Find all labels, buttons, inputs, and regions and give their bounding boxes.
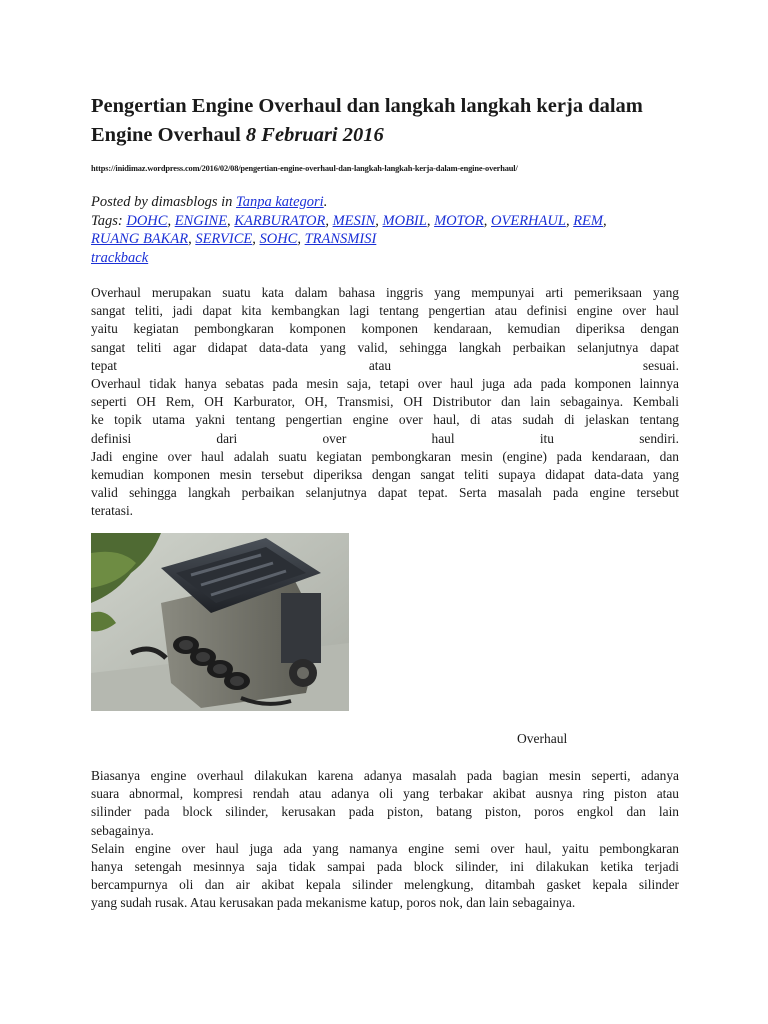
tag-link-sohc[interactable]: SOHC: [259, 231, 298, 247]
tag-link-mesin[interactable]: MESIN: [332, 212, 376, 229]
text-line: ke topik utama yakni tentang pengertian engine over haul, di atas sudah di jelaskan tentang: [91, 412, 679, 428]
tags-line: Tags: DOHC, ENGINE, KARBURATOR, MESIN, MOBIL, MOTOR, OVERHAUL, REM,: [91, 212, 607, 229]
tags-line-2: RUANG BAKAR, SERVICE, SOHC, TRANSMISI: [91, 231, 377, 247]
text-line: yaitu kegiatan pembongkaran komponen komponen kendaraan, kemudian diperiksa dengan: [91, 321, 679, 337]
text-line: bercampurnya oli dan air akibat kepala silinder melengkung, ditambah gasket kepala silinder: [91, 877, 679, 893]
image-caption: Overhaul: [517, 731, 568, 746]
body-paragraph-2: [91, 767, 679, 913]
text-line: Biasanya engine overhaul dilakukan karena adanya masalah pada bagian mesin seperti, adanya: [91, 768, 679, 783]
tag-link-engine[interactable]: ENGINE: [174, 212, 228, 229]
text-line: Overhaul merupakan suatu kata dalam bahasa inggris yang mempunyai arti pemeriksaan yang: [91, 285, 679, 300]
text-line: valid sehingga langkah perbaikan selanjutnya dapat tepat. Serta masalah pada engine tersebut: [91, 485, 679, 501]
article-title: [91, 92, 679, 150]
tag-link-motor[interactable]: MOTOR: [434, 212, 484, 229]
trackback-line: [91, 249, 679, 268]
tag-link-mobil[interactable]: MOBIL: [382, 212, 427, 229]
text-line: hanya setengah mesinnya saja tidak sampai pada block silinder, ini dilakukan ketika terjadi: [91, 859, 679, 875]
text-line: Selain engine over haul juga ada yang namanya engine semi over haul, yaitu pembongkaran: [91, 840, 679, 856]
text-line: tepat atau sesuai.: [91, 357, 679, 373]
title-date: 8 Februari 2016: [245, 124, 384, 146]
tag-link-ruang-bakar[interactable]: RUANG BAKAR: [91, 231, 189, 247]
tags-label: Tags:: [91, 212, 123, 229]
posted-by-text: Posted by dimasblogs in: [91, 194, 233, 210]
text-line: definisi dari over haul itu sendiri.: [91, 430, 679, 446]
text-line: kemudian komponen mesin tersebut diperiksa dengan sangat teliti supaya didapat data-data yang: [91, 467, 679, 483]
tag-link-transmisi[interactable]: TRANSMISI: [304, 231, 377, 247]
text-line: suara abnormal, kompresi rendah atau adanya oli yang terbakar akibat ausnya ring piston atau: [91, 786, 679, 802]
text-line: sebagainya.: [91, 822, 154, 838]
text-line: teratasi.: [91, 503, 134, 519]
text-line: sangat teliti, jadi dapat kita kembangkan lagi tentang pengertian atau definisi engine over haul: [91, 303, 679, 319]
tag-link-service[interactable]: SERVICE: [195, 231, 253, 247]
post-meta: [91, 193, 679, 267]
text-line: Overhaul tidak hanya sebatas pada mesin saja, tetapi over haul juga ada pada komponen lainnya: [91, 376, 679, 392]
text-line: yang sudah rusak. Atau kerusakan pada mekanisme katup, poros nok, dan lain sebagainya.: [91, 895, 576, 911]
engine-photo: [91, 533, 349, 711]
text-line: Jadi engine over haul adalah suatu kegiatan pembongkaran mesin (engine) pada kendaraan, dan: [91, 448, 679, 464]
text-line: sangat teliti agar didapat data-data yang valid, sehingga langkah perbaikan selanjutnya dapat: [91, 339, 679, 355]
tag-link-rem[interactable]: REM: [573, 212, 603, 229]
trackback-link[interactable]: trackback: [91, 249, 149, 266]
tag-link-overhaul[interactable]: OVERHAUL: [491, 212, 566, 229]
text-line: seperti OH Rem, OH Karburator, OH, Transmisi, OH Distributor dan lain sebagainya. Kembali: [91, 394, 679, 410]
engine-image: [91, 533, 349, 711]
text-line: silinder pada block silinder, kerusakan pada piston, batang piston, poros engkol dan lain: [91, 804, 679, 820]
tag-link-karburator[interactable]: KARBURATOR: [234, 212, 326, 229]
title-text: Pengertian Engine Overhaul dan langkah langkah kerja dalam Engine Overhaul: [91, 95, 643, 146]
category-link[interactable]: Tanpa kategori: [236, 194, 324, 210]
source-url: https://inidimaz.wordpress.com/2016/02/08/pengertian-engine-overhaul-dan-langkah-langkah-kerja-dalam-engine-overhaul/: [91, 164, 518, 173]
tag-link-dohc[interactable]: DOHC: [126, 212, 168, 229]
posted-by-line: Posted by dimasblogs in Tanpa kategori.: [91, 194, 328, 210]
body-paragraph-1: [91, 284, 679, 521]
